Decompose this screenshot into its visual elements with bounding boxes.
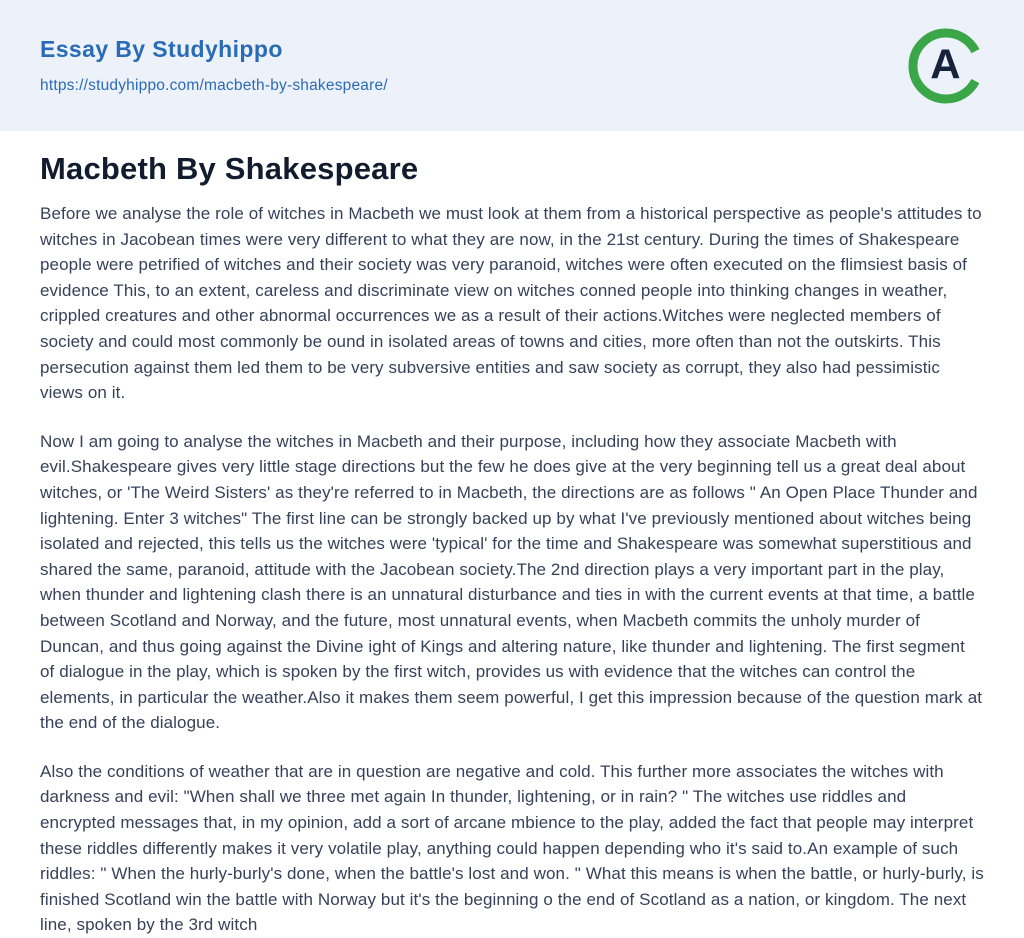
source-url-link[interactable]: https://studyhippo.com/macbeth-by-shakespeare/ — [40, 77, 388, 94]
header-text-block — [40, 36, 388, 95]
site-header — [0, 0, 1024, 131]
essay-paragraph-2: Now I am going to analyse the witches in Macbeth and their purpose, including how they associate Macbeth with evil.Shakespeare gives very little stage directions but the few he does give at the very beginning tell us a great deal about witches, or 'The Weird Sisters' as they're referred to in Macbeth, the directions are as follows " An Open Place Thunder and lightening. Enter 3 witches" The first line can be strongly backed up by what I've previously mentioned about witches being isolated and rejected, this tells us the witches were 'typical' for the time and Shakespeare was somewhat superstitious and shared the same, paranoid, attitude with the Jacobean society.The 2nd direction plays a very important part in the play, when thunder and lightening clash there is an unnatural disturbance and ties in with the current events at that time, a battle between Scotland and Norway, and the future, most unnatural events, when Macbeth commits the unholy murder of Duncan, and thus going against the Divine ight of Kings and altering nature, like thunder and lightening. The first segment of dialogue in the play, which is spoken by the first witch, provides us with evidence that the witches can control the elements, in particular the weather.Also it makes them seem powerful, I get this impression because of the question mark at the end of the dialogue. — [40, 431, 983, 733]
essay-paragraph-3: Also the conditions of weather that are in question are negative and cold. This further more associates the witches with darkness and evil: "When shall we three met again In thunder, lightening, or in rain? " The witches use riddles and encrypted messages that, in my opinion, add a sort of arcane mbience to the play, added the fact that people may interpret these riddles differently makes it very volatile play, anything could happen depending who it's said to.An example of such riddles: " When the hurly-burly's done, when the battle's lost and won. " What this means is when the battle, or hurly-burly, is finished Scotland win the battle with Norway but it's the beginning o the end of Scotland as a nation, or kingdom. The next line, spoken by the 3rd witch — [40, 761, 984, 935]
studyhippo-logo[interactable] — [908, 28, 984, 104]
site-title-link[interactable]: Essay By Studyhippo — [40, 36, 283, 62]
logo-letter: A — [930, 39, 961, 87]
essay-title: Macbeth By Shakespeare — [40, 151, 419, 186]
essay-paragraph-1: Before we analyse the role of witches in Macbeth we must look at them from a historical perspective as people's attitudes to witches in Jacobean times were very different to what they are now, in the 21st century. During the times of Shakespeare people were petrified of witches and their society was very paranoid, witches were often executed on the flimsiest basis of evidence This, to an extent, careless and discriminate view on witches conned people into thinking changes in weather, crippled creatures and other abnormal occurrences we as a result of their actions.Witches were neglected members of society and could most commonly be ound in isolated areas of towns and cities, more often than not the outskirts. This persecution against them led them to be very subversive entities and saw society as corrupt, they also had pessimistic views on it. — [40, 204, 982, 403]
essay-content — [0, 131, 1024, 938]
